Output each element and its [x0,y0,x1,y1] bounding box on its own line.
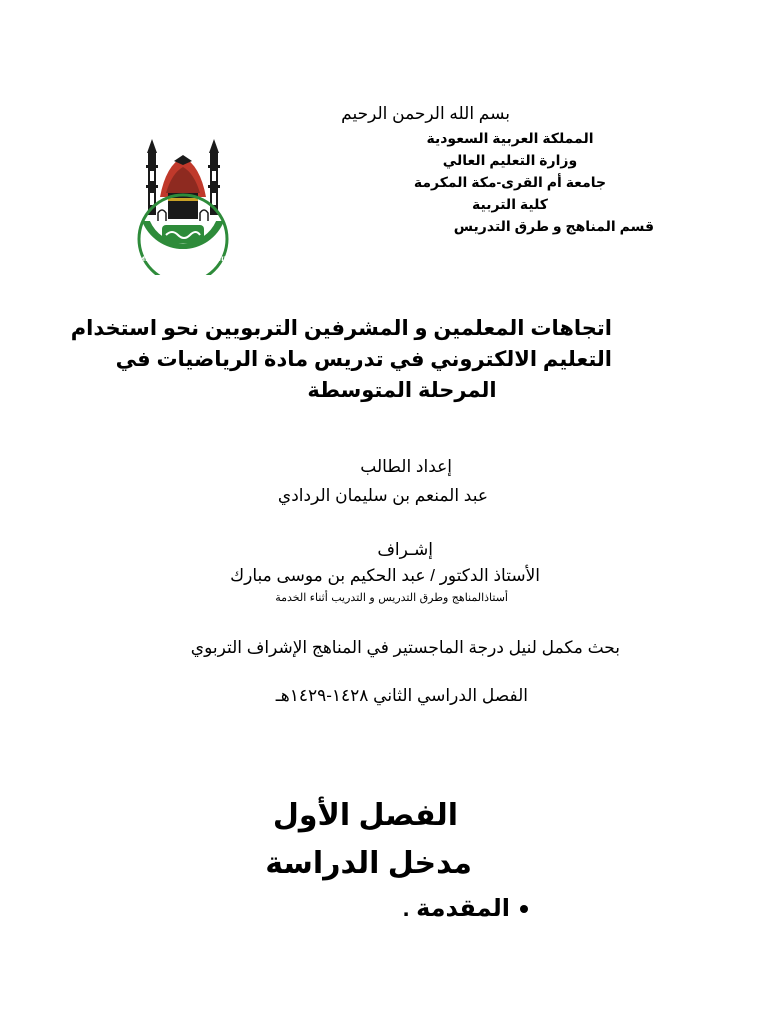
supervisor-name: الأستاذ الدكتور / عبد الحكيم بن موسى مبارك [230,566,540,585]
thesis-title-line-1: اتجاهات المعلمين و المشرفين التربويين نحو استخدام [70,317,612,340]
thesis-title [70,313,612,406]
umm-al-qura-university-logo [136,135,230,275]
bullet-item-label: المقدمة . [402,895,510,922]
bullet-icon [520,905,528,913]
supervision-label: إشـراف [377,540,433,559]
supervisor-title: أستاذالمناهج وطرق التدريس و التدريب أثناء الخدمة [275,591,508,604]
header-line-country: المملكة العربية السعودية [426,130,594,146]
institution-header [400,127,654,237]
thesis-title-line-3: المرحلة المتوسطة [307,379,497,402]
header-line-university: جامعة أم القرى-مكة المكرمة [413,174,607,190]
header-line-college: كلية التربية [472,196,548,212]
chapter-subtitle: مدخل الدراسة [265,847,472,880]
bullet-item-introduction [403,894,528,923]
header-line-ministry: وزارة التعليم العالي [442,152,578,168]
header-line-department: قسم المناهج و طرق التدريس [453,218,654,234]
thesis-title-line-2: التعليم الالكتروني في تدريس مادة الرياضيات في [115,348,612,371]
research-note: بحث مكمل لنيل درجة الماجستير في المناهج الإشراف التربوي [190,638,620,657]
logo-graphic [136,135,230,275]
basmala: بسم الله الرحمن الرحيم [341,104,510,123]
svg-text:UMM AL-QURA UNIVERSITY: UMM AL-QURA UNIVERSITY [136,255,230,263]
semester: الفصل الدراسي الثاني ١٤٢٨-١٤٢٩هـ [275,686,528,705]
chapter-title: الفصل الأول [272,799,458,832]
prepared-by-label: إعداد الطالب [360,457,452,476]
student-name: عبد المنعم بن سليمان الردادي [277,486,488,505]
